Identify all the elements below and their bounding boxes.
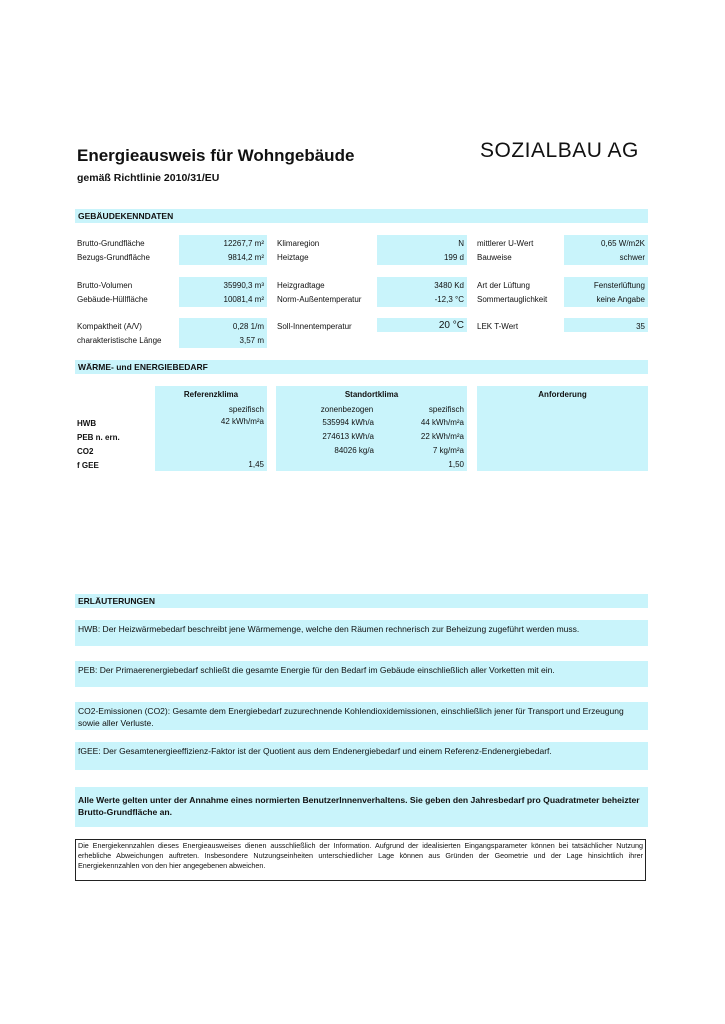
subheader-std-spezifisch: spezifisch [428, 405, 464, 414]
label-heiztage: Heiztage [277, 253, 309, 262]
value-lek: 35 [636, 322, 645, 331]
section-gebaeudekenndaten: GEBÄUDEKENNDATEN [75, 209, 648, 223]
col-header-anforderung: Anforderung [538, 390, 587, 399]
value-heizgradtage: 3480 Kd [434, 281, 464, 290]
row-label-fgee: f GEE [77, 461, 99, 470]
explanation-hwb: HWB: Der Heizwärmebedarf beschreibt jene Wärmemenge, welche den Räumen rechnerisch zur Beheizung zugeführt werden muss. [75, 620, 648, 646]
label-soll-innentemp: Soll-Innentemperatur [277, 322, 352, 331]
row-label-hwb: HWB [77, 419, 97, 428]
note-alle-werte: Alle Werte gelten unter der Annahme eines normierten BenutzerInnenverhaltens. Sie geben den Jahresbedarf pro Quadratmeter beheizter Brutto-Grundfläche an. [75, 787, 648, 827]
label-huellflaeche: Gebäude-Hüllfläche [77, 295, 148, 304]
value-huellflaeche: 10081,4 m² [223, 295, 264, 304]
label-bezugs-grundflaeche: Bezugs-Grundfläche [77, 253, 150, 262]
page-title: Energieausweis für Wohngebäude [77, 146, 355, 165]
label-norm-aussentemp: Norm-Außentemperatur [277, 295, 362, 304]
cell-co2-spez: 7 kg/m²a [432, 446, 464, 455]
cell-peb-spez: 22 kWh/m²a [420, 432, 464, 441]
value-brutto-volumen: 35990,3 m³ [223, 281, 264, 290]
label-lueftung: Art der Lüftung [477, 281, 530, 290]
cell-hwb-ref: 42 kWh/m²a [220, 417, 264, 426]
label-sommer: Sommertauglichkeit [477, 295, 548, 304]
explanation-co2: CO2-Emissionen (CO2): Gesamte dem Energiebedarf zuzurechnende Kohlendioxidemissionen, einschließlich jener für Transport und Erzeugung sowie aller Verluste. [75, 702, 648, 730]
cell-fgee-spez: 1,50 [448, 460, 464, 469]
subheader-ref-spezifisch: spezifisch [228, 405, 264, 414]
label-lek: LEK T-Wert [477, 322, 519, 331]
value-bezugs-grundflaeche: 9814,2 m² [227, 253, 264, 262]
value-kompaktheit: 0,28 1/m [232, 322, 264, 331]
value-lueftung: Fensterlüftung [593, 281, 645, 290]
label-char-laenge: charakteristische Länge [77, 336, 162, 345]
label-heizgradtage: Heizgradtage [277, 281, 325, 290]
value-bauweise: schwer [619, 253, 645, 262]
page-subtitle: gemäß Richtlinie 2010/31/EU [77, 172, 220, 184]
section-erlaeuterungen: ERLÄUTERUNGEN [75, 594, 648, 608]
cell-peb-zone: 274613 kWh/a [322, 432, 374, 441]
label-bauweise: Bauweise [477, 253, 512, 262]
value-klimaregion: N [458, 239, 464, 248]
company-logo: SOZIALBAU AG [480, 139, 639, 162]
cell-fgee-ref: 1,45 [248, 460, 264, 469]
col-header-referenzklima: Referenzklima [183, 390, 239, 399]
explanation-peb: PEB: Der Primaerenergiebedarf schließt die gesamte Energie für den Bedarf im Gebäude einschließlich aller Vorketten mit ein. [75, 661, 648, 687]
label-brutto-volumen: Brutto-Volumen [77, 281, 133, 290]
value-heiztage: 199 d [443, 253, 464, 262]
row-label-co2: CO2 [77, 447, 94, 456]
cell-hwb-zone: 535994 kWh/a [322, 418, 374, 427]
row-label-peb: PEB n. ern. [77, 433, 120, 442]
value-brutto-grundflaeche: 12267,7 m² [223, 239, 264, 248]
explanation-fgee: fGEE: Der Gesamtenergieeffizienz-Faktor ist der Quotient aus dem Endenergiebedarf und einem Referenz-Endenergiebedarf. [75, 742, 648, 770]
label-u-wert: mittlerer U-Wert [477, 239, 534, 248]
label-kompaktheit: Kompaktheit (A/V) [77, 322, 142, 331]
subheader-zonenbezogen: zonenbezogen [320, 405, 374, 414]
value-soll-innentemp: 20 °C [438, 320, 464, 331]
disclaimer-box: Die Energiekennzahlen dieses Energieausweises dienen ausschließlich der Information. Aufgrund der idealisierten Eingangsparameter können bei tatsächlicher Nutzung erhebliche Abweichungen auftreten. Insbesondere Nutzungseinheiten unterschiedlicher Lage können aus Gründen der Geometrie und der Lage hinsichtlich ihrer Energiekennzahlen von den hier angegebenen abweichen. [75, 839, 646, 881]
cell-hwb-spez: 44 kWh/m²a [420, 418, 464, 427]
value-sommer: keine Angabe [596, 295, 645, 304]
cell-co2-zone: 84026 kg/a [334, 446, 374, 455]
value-char-laenge: 3,57 m [239, 336, 264, 345]
section-waerme-energiebedarf: WÄRME- und ENERGIEBEDARF [75, 360, 648, 374]
value-norm-aussentemp: -12,3 °C [434, 295, 464, 304]
label-klimaregion: Klimaregion [277, 239, 320, 248]
label-brutto-grundflaeche: Brutto-Grundfläche [77, 239, 145, 248]
col-header-standortklima: Standortklima [344, 390, 399, 399]
value-u-wert: 0,65 W/m2K [600, 239, 645, 248]
